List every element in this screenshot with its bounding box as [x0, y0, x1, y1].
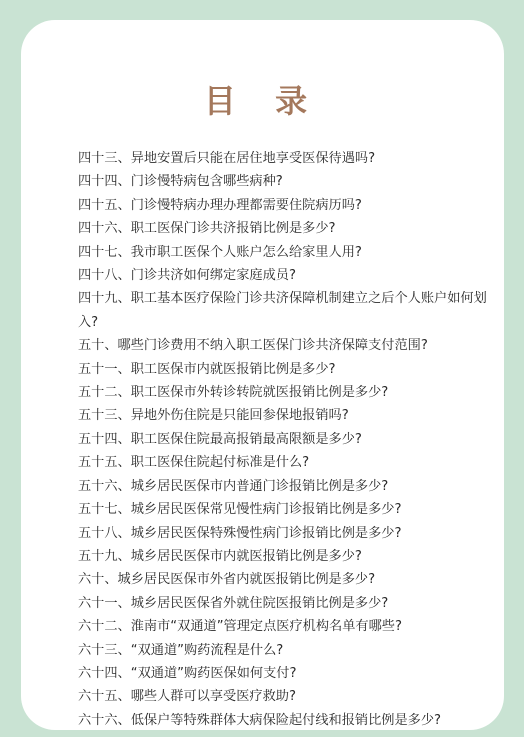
toc-item: 五十一、职工医保市内就医报销比例是多少? [78, 361, 336, 377]
toc-item: 四十五、门诊慢特病办理办理都需要住院病历吗? [78, 197, 362, 213]
toc-item: 五十二、职工医保市外转诊转院就医报销比例是多少? [78, 385, 389, 401]
toc-item: 六十四、“双通道”购药医保如何支付? [78, 665, 297, 681]
toc-item: 四十四、门诊慢特病包含哪些病种? [78, 174, 283, 190]
toc-item: 六十、城乡居民医保市外省内就医报销比例是多少? [78, 572, 376, 588]
toc-item: 六十五、哪些人群可以享受医疗救助? [78, 689, 296, 705]
toc-item: 五十三、异地外伤住院是只能回参保地报销吗? [78, 408, 349, 424]
toc-item: 五十四、职工医保住院最高报销最高限额是多少? [78, 431, 362, 447]
toc-item: 五十八、城乡居民医保特殊慢性病门诊报销比例是多少? [78, 525, 402, 541]
toc-item: 六十六、低保户等特殊群体大病保险起付线和报销比例是多少? [78, 712, 442, 728]
toc-item: 五十六、城乡居民医保市内普通门诊报销比例是多少? [78, 478, 389, 494]
toc-list [78, 147, 490, 732]
toc-item: 四十七、我市职工医保个人账户怎么给家里人用? [78, 244, 362, 260]
toc-item: 四十六、职工医保门诊共济报销比例是多少? [78, 221, 336, 237]
page-title: 目 录 [203, 82, 322, 120]
toc-item: 四十九、职工基本医疗保险门诊共济保障机制建立之后个人账户如何划入? [78, 291, 487, 330]
toc-item: 六十一、城乡居民医保省外就住院医报销比例是多少? [78, 595, 389, 611]
toc-item: 五十五、职工医保住院起付标准是什么? [78, 455, 310, 471]
toc-item: 四十八、门诊共济如何绑定家庭成员? [78, 268, 296, 284]
toc-card [21, 20, 504, 730]
toc-item: 六十二、淮南市“双通道”管理定点医疗机构名单有哪些? [78, 619, 402, 635]
toc-item: 五十、哪些门诊费用不纳入职工医保门诊共济保障支付范围? [78, 338, 428, 354]
toc-item: 四十三、异地安置后只能在居住地享受医保待遇吗? [78, 151, 376, 166]
toc-item: 六十三、“双通道”购药流程是什么? [78, 642, 284, 658]
toc-item: 五十七、城乡居民医保常见慢性病门诊报销比例是多少? [78, 502, 402, 518]
toc-item: 五十九、城乡居民医保市内就医报销比例是多少? [78, 548, 362, 564]
